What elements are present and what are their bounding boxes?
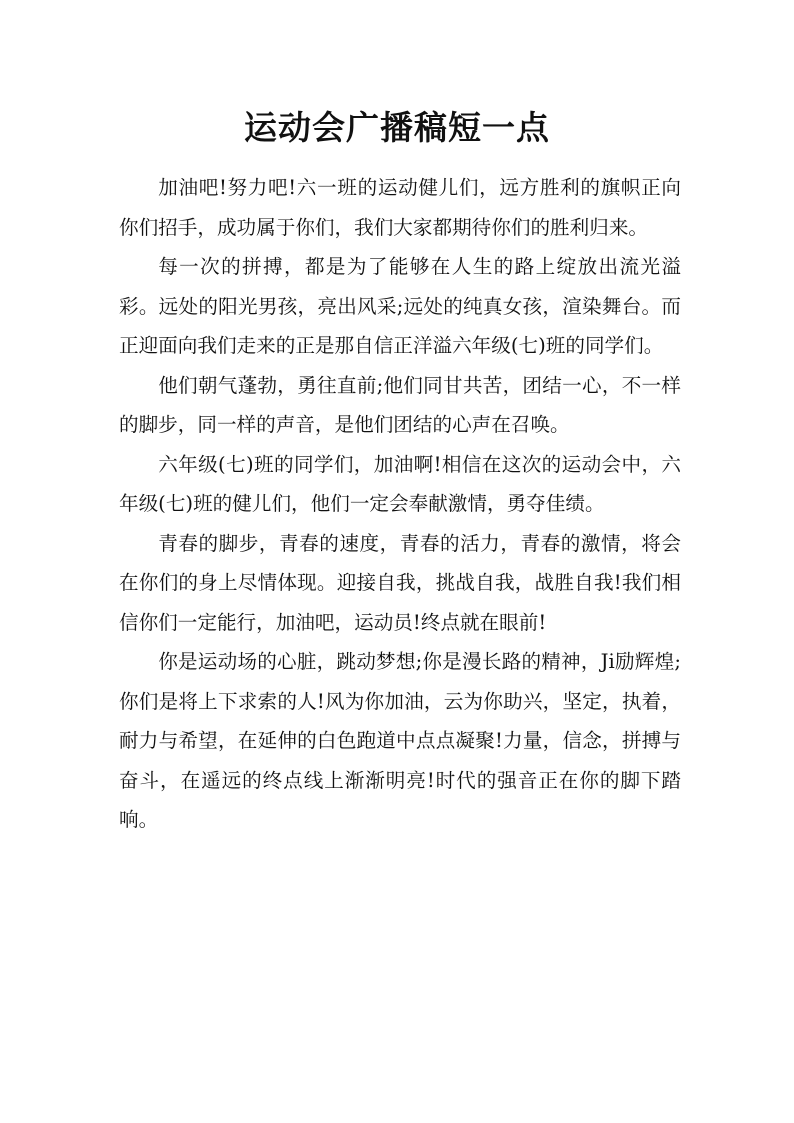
paragraph-5: 青春的脚步，青春的速度，青春的活力，青春的激情，将会在你们的身上尽情体现。迎接自我，挑战自我，战胜自我!我们相信你们一定能行，加油吧，运动员!终点就在眼前! bbox=[119, 531, 681, 634]
document-body bbox=[119, 168, 681, 840]
paragraph-4: 六年级(七)班的同学们，加油啊!相信在这次的运动会中，六年级(七)班的健儿们，他们一定会奉献激情，勇夺佳绩。 bbox=[119, 452, 681, 515]
document-title: 运动会广播稿短一点 bbox=[244, 108, 550, 147]
paragraph-2: 每一次的拼搏，都是为了能够在人生的路上绽放出流光溢彩。远处的阳光男孩，亮出风采;远处的纯真女孩，渲染舞台。而正迎面向我们走来的正是那自信正洋溢六年级(七)班的同学们。 bbox=[119, 255, 681, 357]
paragraph-1: 加油吧!努力吧!六一班的运动健儿们，远方胜利的旗帜正向你们招手，成功属于你们，我们大家都期待你们的胜利归来。 bbox=[119, 176, 681, 239]
paragraph-3: 他们朝气蓬勃，勇往直前;他们同甘共苦，团结一心，不一样的脚步，同一样的声音，是他们团结的心声在召唤。 bbox=[119, 373, 681, 436]
paragraph-6: 你是运动场的心脏，跳动梦想;你是漫长路的精神，Ji励辉煌;你们是将上下求索的人!风为你加油，云为你助兴，坚定，执着，耐力与希望，在延伸的白色跑道中点点凝聚!力量，信念，拼搏与奋斗，在遥远的终点线上渐渐明亮!时代的强音正在你的脚下踏响。 bbox=[119, 650, 681, 831]
